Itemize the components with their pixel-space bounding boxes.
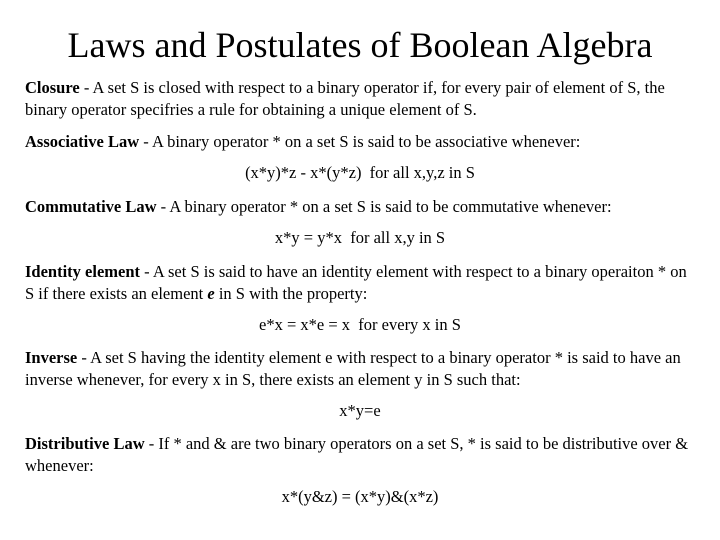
inverse-text: - A set S having the identity element e with respect to a binary operator * is said to have an inverse whenever, for every x in S, there exists an element y in S such that:	[25, 348, 681, 389]
closure-term: Closure	[25, 78, 80, 97]
associative-text: - A binary operator * on a set S is said to be associative whenever:	[139, 132, 581, 151]
inverse-term: Inverse	[25, 348, 78, 367]
commutative-text: - A binary operator * on a set S is said to be commutative whenever:	[156, 197, 612, 216]
inverse-paragraph	[25, 347, 695, 391]
identity-paragraph	[25, 261, 695, 305]
identity-term: Identity element	[25, 262, 141, 281]
identity-element-symbol: e	[207, 284, 215, 303]
closure-paragraph	[25, 77, 695, 121]
commutative-paragraph	[25, 196, 695, 218]
slide-title: Laws and Postulates of Boolean Algebra	[67, 25, 653, 65]
distributive-paragraph	[25, 433, 695, 477]
distributive-formula: x*(y&z) = (x*y)&(x*z)	[281, 487, 439, 506]
commutative-term: Commutative Law	[25, 197, 157, 216]
identity-formula: e*x = x*e = x for every x in S	[259, 315, 461, 334]
associative-paragraph	[25, 131, 695, 153]
distributive-text: - If * and & are two binary operators on a set S, * is said to be distributive over & whenever:	[25, 434, 689, 475]
associative-term: Associative Law	[25, 132, 140, 151]
distributive-term: Distributive Law	[25, 434, 145, 453]
commutative-formula: x*y = y*x for all x,y in S	[274, 228, 446, 247]
identity-text-after: in S with the property:	[214, 284, 368, 303]
associative-formula: (x*y)*z - x*(y*z) for all x,y,z in S	[245, 163, 475, 182]
inverse-formula: x*y=e	[339, 401, 381, 420]
identity-text-before: - A set S is said to have an identity element with respect to a binary operaiton * on S if there exists an element	[25, 262, 687, 303]
closure-text: - A set S is closed with respect to a binary operator if, for every pair of element of S, the binary operator specifries a rule for obtaining a unique element of S.	[25, 78, 665, 119]
